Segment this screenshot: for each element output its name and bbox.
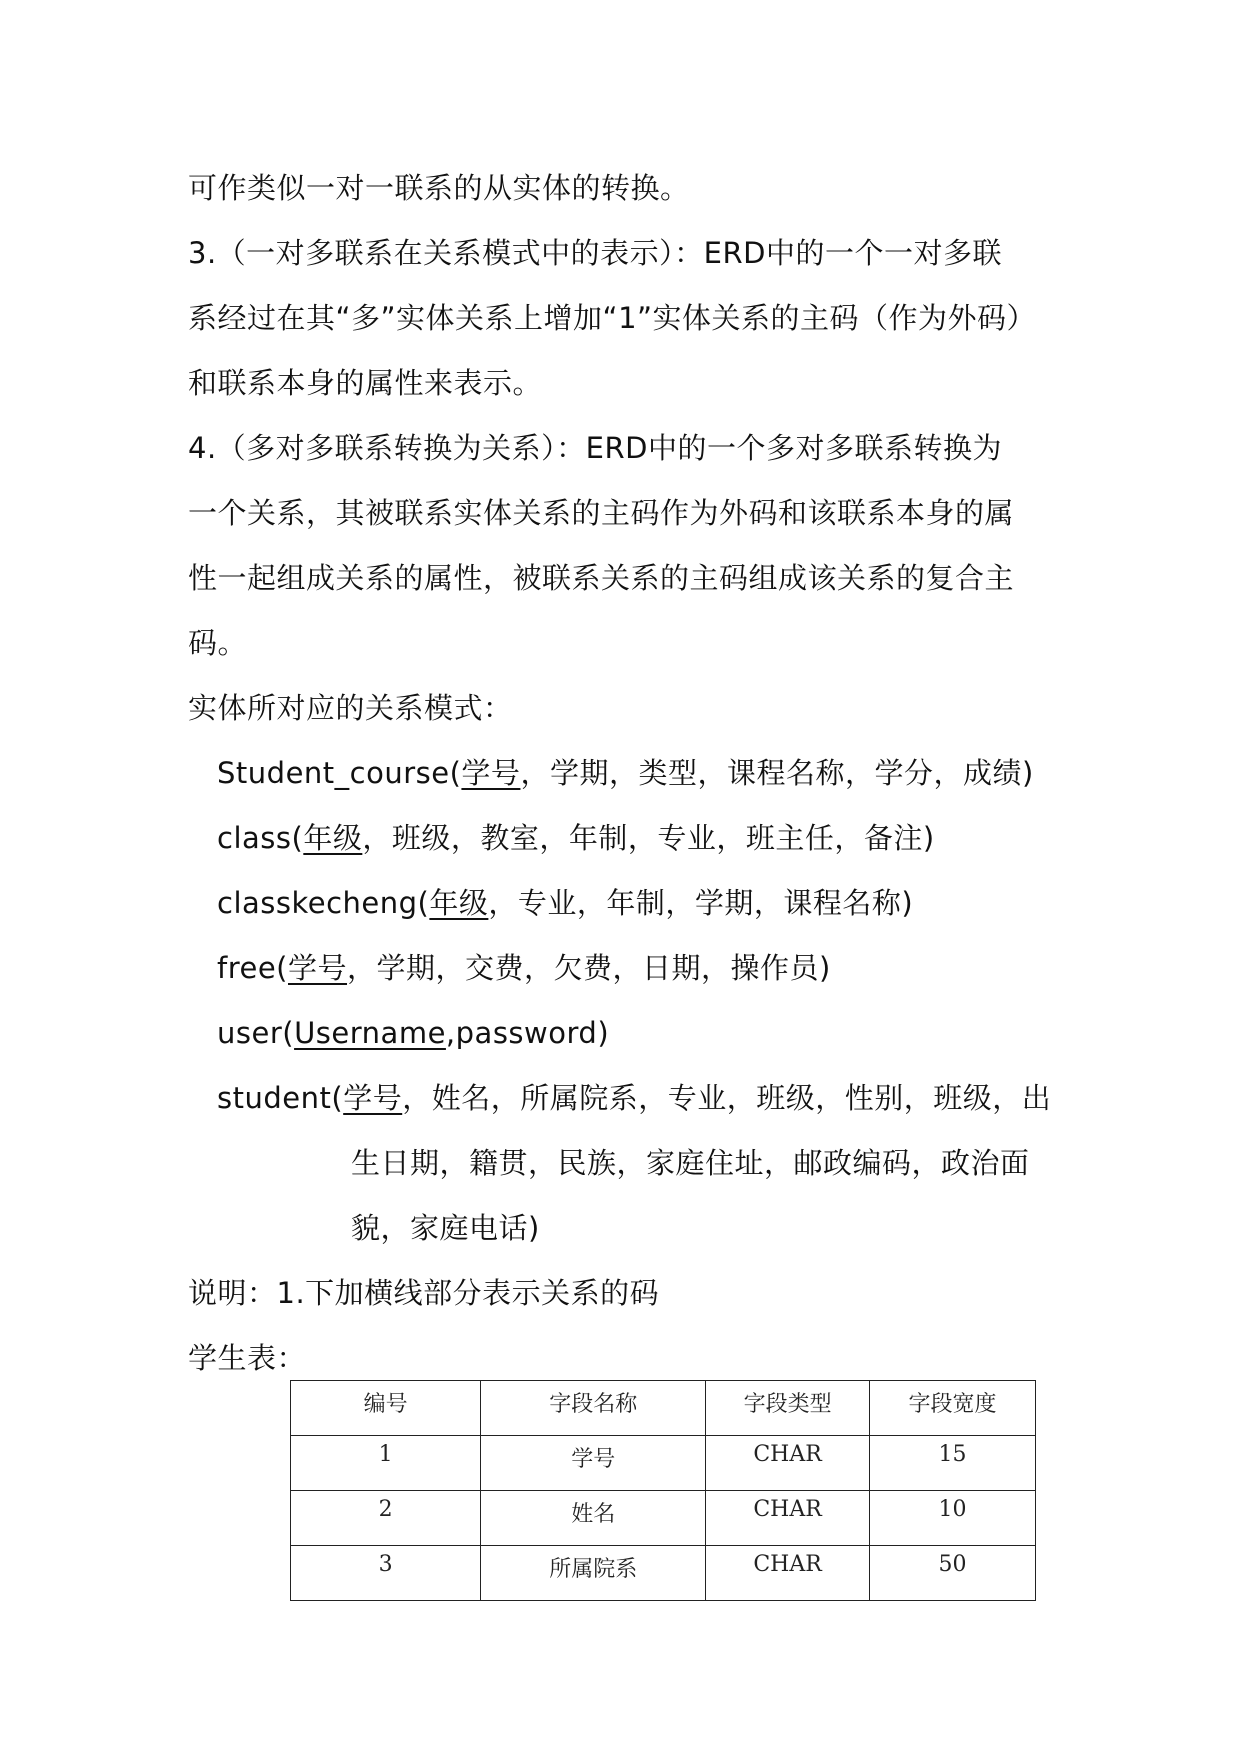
schema-key: 学号 <box>288 951 348 985</box>
paragraph-line: 和联系本身的属性来表示。 <box>188 366 543 400</box>
table-row <box>291 1436 1036 1491</box>
table-cell: 50 <box>869 1546 1035 1601</box>
table-row <box>291 1546 1036 1601</box>
table-row <box>291 1491 1036 1546</box>
schema-key: 学号 <box>343 1081 403 1115</box>
table-header-row <box>291 1381 1036 1436</box>
column-header: 字段类型 <box>706 1381 870 1436</box>
table-cell: 2 <box>291 1491 481 1546</box>
paragraph-line: 3.（一对多联系在关系模式中的表示）：ERD中的一个一对多联 <box>188 236 1002 270</box>
table-cell: 15 <box>869 1436 1035 1491</box>
paragraph-line: 可作类似一对一联系的从实体的转换。 <box>188 171 690 205</box>
schema-attributes: ，姓名，所属院系，专业，班级，性别，班级，出 <box>402 1081 1052 1115</box>
table-cell: CHAR <box>706 1436 870 1491</box>
schema-name: classkecheng( <box>217 886 430 920</box>
column-header: 字段名称 <box>481 1381 706 1436</box>
schema-name: Student_course( <box>217 756 462 790</box>
column-header: 编号 <box>291 1381 481 1436</box>
schema-student-continued: 生日期，籍贯，民族，家庭住址，邮政编码，政治面 <box>351 1146 1030 1180</box>
table-cell: 所属院系 <box>481 1546 706 1601</box>
schema-heading: 实体所对应的关系模式： <box>188 691 513 725</box>
schema-name: class( <box>217 821 304 855</box>
schema-student-continued: 貌，家庭电话) <box>351 1211 540 1245</box>
schema-free <box>217 948 831 988</box>
paragraph-line: 码。 <box>188 626 248 660</box>
schema-attributes: ,password) <box>445 1016 610 1050</box>
schema-key: Username <box>294 1016 446 1050</box>
schema-attributes: ，班级，教室，年制，专业，班主任，备注) <box>362 821 935 855</box>
student-fields-table <box>290 1380 1036 1601</box>
schema-name: student( <box>217 1081 344 1115</box>
paragraph-line: 系经过在其“多”实体关系上增加“1”实体关系的主码（作为外码） <box>188 301 1037 335</box>
table-cell: 学号 <box>481 1436 706 1491</box>
paragraph-line: 一个关系，其被联系实体关系的主码作为外码和该联系本身的属 <box>188 496 1015 530</box>
table-cell: 10 <box>869 1491 1035 1546</box>
table-heading: 学生表： <box>188 1341 307 1375</box>
note-text: 说明：1.下加横线部分表示关系的码 <box>188 1276 660 1310</box>
schema-key: 年级 <box>429 886 489 920</box>
table-cell: 姓名 <box>481 1491 706 1546</box>
schema-name: user( <box>217 1016 295 1050</box>
schema-key: 学号 <box>461 756 521 790</box>
schema-name: free( <box>217 951 288 985</box>
table-cell: 3 <box>291 1546 481 1601</box>
table-cell: CHAR <box>706 1491 870 1546</box>
table-cell: CHAR <box>706 1546 870 1601</box>
schema-user <box>217 1013 609 1053</box>
schema-attributes: ，专业，年制，学期，课程名称) <box>488 886 914 920</box>
schema-classkecheng <box>217 883 913 923</box>
schema-attributes: ，学期，类型，课程名称，学分，成绩) <box>520 756 1034 790</box>
paragraph-line: 4.（多对多联系转换为关系）：ERD中的一个多对多联系转换为 <box>188 431 1002 465</box>
schema-student <box>217 1078 1051 1118</box>
schema-student-course <box>217 753 1034 793</box>
table-cell: 1 <box>291 1436 481 1491</box>
schema-class <box>217 818 935 858</box>
column-header: 字段宽度 <box>869 1381 1035 1436</box>
schema-key: 年级 <box>303 821 363 855</box>
schema-attributes: ，学期，交费，欠费，日期，操作员) <box>347 951 831 985</box>
paragraph-line: 性一起组成关系的属性，被联系关系的主码组成该关系的复合主 <box>188 561 1015 595</box>
